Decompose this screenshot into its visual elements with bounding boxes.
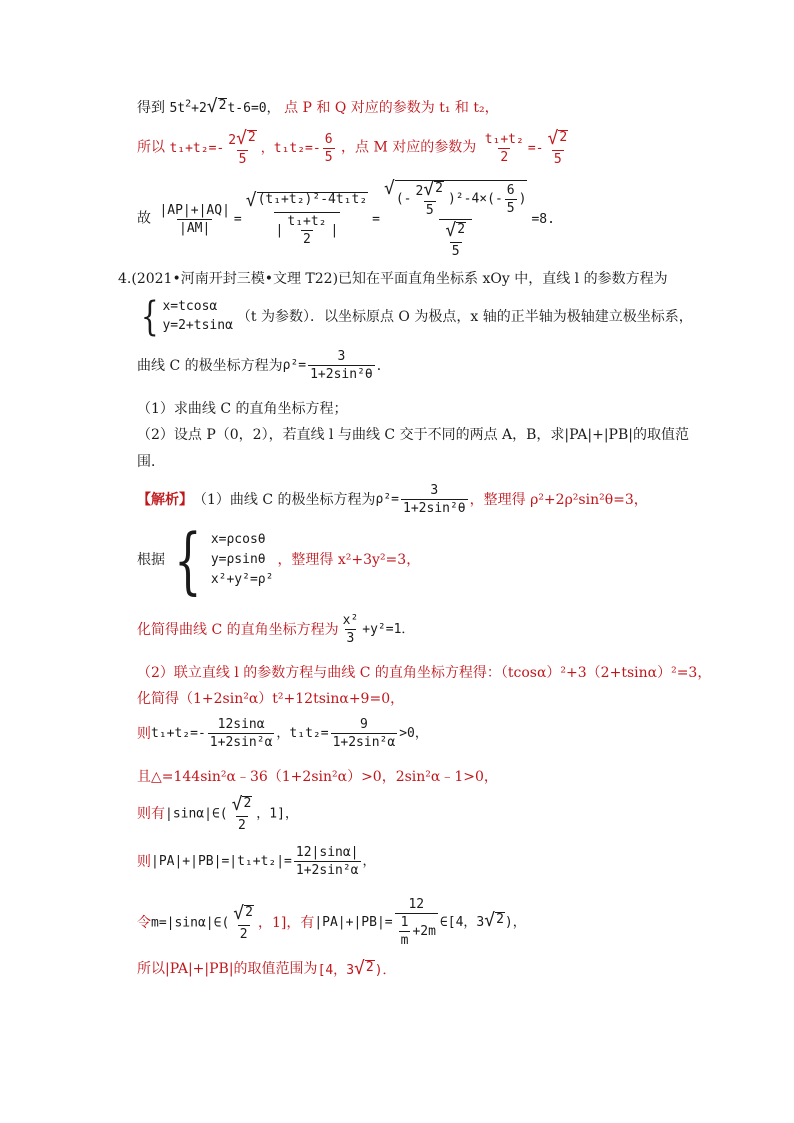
fraction bbox=[208, 718, 275, 749]
solution-line-3 bbox=[137, 180, 555, 258]
problem-number: 4. bbox=[118, 271, 132, 287]
problem-source: (2021•河南开封三模•文理 T22) bbox=[131, 271, 339, 287]
solution-line-s4: （2）联立直线 l 的参数方程与曲线 C 的直角坐标方程得：（tcosα）²+3（2+tsinα）²=3， bbox=[137, 665, 712, 681]
param-note: （t 为参数）．以坐标原点 O 为极点，x 轴的正半轴为极轴建立极坐标系， bbox=[236, 309, 693, 325]
equation-part: m=|sinα|∈( bbox=[151, 915, 230, 930]
superscript: 2 bbox=[185, 98, 192, 110]
radicand: 2 bbox=[456, 222, 466, 240]
radicand: 2 bbox=[247, 130, 257, 148]
equation-part: =- bbox=[527, 140, 544, 156]
denominator: 2 bbox=[303, 232, 311, 247]
equation-part: ， bbox=[362, 854, 376, 869]
text: ． bbox=[376, 357, 391, 374]
solution-line-s6 bbox=[137, 718, 428, 749]
sqrt: √ 2 bbox=[206, 96, 227, 117]
numerator: 3 bbox=[430, 483, 439, 498]
equation-part: ρ²= bbox=[375, 492, 400, 507]
fraction bbox=[395, 898, 438, 947]
equation-part: +2m bbox=[412, 924, 436, 939]
fraction: 2 √ 2 5 bbox=[228, 128, 256, 167]
parametric-equation bbox=[137, 294, 693, 340]
abs-bar: | bbox=[275, 223, 284, 238]
problem-header bbox=[118, 272, 668, 286]
fraction bbox=[323, 133, 335, 164]
fraction bbox=[294, 846, 361, 877]
solution-line-s7: 且△=144sin²α﹣36（1+2sin²α）>0，2sin²α﹣1>0， bbox=[137, 769, 498, 785]
numerator: x² bbox=[342, 613, 359, 628]
equation-part: ，1]， bbox=[256, 806, 298, 822]
param-x: x=tcosα bbox=[162, 299, 218, 315]
fraction: √ (- 2 √ 2 5 )²-4×(- $\frac{6}{5}$ ) √ 2 5 bbox=[383, 178, 527, 259]
text: 故 bbox=[137, 210, 151, 227]
red-text: 则有 bbox=[137, 806, 165, 822]
left-brace: { bbox=[140, 294, 159, 340]
equation-part: +y²=1． bbox=[362, 622, 415, 637]
part: (- bbox=[395, 191, 412, 207]
red-text: 令 bbox=[137, 914, 151, 931]
numerator: t₁+t₂ bbox=[287, 214, 327, 229]
denominator: 1+2sin²α bbox=[332, 735, 396, 750]
red-text: ，1]，有 bbox=[257, 914, 315, 931]
radicand: (t₁+t₂)²-4t₁t₂ bbox=[257, 192, 369, 210]
equation-part: |sinα|∈( bbox=[165, 806, 228, 822]
denominator: 5 bbox=[451, 244, 460, 259]
equation-part: |PA|+|PB|=|t₁+t₂|= bbox=[151, 854, 292, 869]
radicand: 2 bbox=[365, 960, 375, 978]
equation-part: =8. bbox=[531, 211, 555, 227]
red-text: 化简得曲线 C 的直角坐标方程为 bbox=[137, 621, 339, 638]
fraction bbox=[331, 718, 398, 749]
denominator: 1+2sin²θ bbox=[310, 367, 373, 382]
solution-line-s8 bbox=[137, 796, 298, 832]
radicand: 2 bbox=[244, 905, 254, 923]
equation-part: t₁+t₂=- bbox=[169, 140, 225, 156]
red-text: 点 P 和 Q 对应的参数为 t₁ 和 t₂， bbox=[284, 100, 499, 116]
denominator: 5 bbox=[553, 152, 562, 167]
question-1: （1）求曲线 C 的直角坐标方程； bbox=[137, 401, 348, 417]
numerator: 12 bbox=[408, 897, 425, 912]
solution-line-s2 bbox=[137, 518, 421, 602]
numerator: 6 bbox=[324, 131, 333, 147]
radicand: 2 bbox=[558, 130, 568, 148]
denominator: 2 bbox=[238, 818, 246, 833]
equation-part: 5t bbox=[169, 101, 186, 116]
radicand: 2 bbox=[434, 181, 444, 199]
red-text: 所以|PA|+|PB|的取值范围为 bbox=[137, 961, 318, 977]
solution-line-s3 bbox=[137, 614, 414, 645]
denominator: |AM| bbox=[179, 220, 211, 236]
fraction: √ 2 5 bbox=[547, 128, 568, 167]
solution-line-s1 bbox=[137, 484, 648, 515]
red-text: ，整理得 ρ²+2ρ²sin²θ=3， bbox=[469, 491, 648, 508]
fraction bbox=[157, 204, 231, 235]
denominator: 1+2sin²α bbox=[209, 735, 273, 750]
equation-part: |PA|+|PB|= bbox=[314, 915, 393, 930]
red-text: 则 bbox=[137, 853, 151, 870]
equation-part: )． bbox=[374, 963, 396, 978]
text: （1）曲线 C 的极坐标方程为 bbox=[193, 491, 376, 508]
solution-line-s5: 化简得（1+2sin²α）t²+12tsinα+9=0， bbox=[137, 691, 405, 707]
solution-line-1 bbox=[137, 98, 499, 116]
equation-part: ρ²= bbox=[282, 358, 307, 373]
denominator: 2 bbox=[239, 926, 248, 942]
question-2: （2）设点 P（0，2），若直线 l 与曲线 C 交于不同的两点 A，B，求|PA|+|PB|的取值范 bbox=[137, 427, 689, 443]
solution-line-s10: 令 m=|sinα|∈( √ 2 2 ，1]，有 |PA|+|PB|= 12 $\frac{1}{m}$ +2m ∈[4，3 √ 2 )， bbox=[137, 897, 526, 948]
numerator: |AP|+|AQ| bbox=[159, 202, 230, 218]
numerator: 12sinα bbox=[217, 717, 265, 732]
numerator: 9 bbox=[359, 717, 368, 732]
equation-part: = bbox=[372, 211, 380, 227]
numerator: t₁+t₂ bbox=[484, 131, 524, 147]
equation-part: >0， bbox=[399, 726, 428, 741]
denominator: 3 bbox=[346, 631, 355, 646]
red-text: ，点 M 对应的参数为 bbox=[341, 139, 477, 156]
equation-part: t₁+t₂=- bbox=[151, 726, 206, 741]
numerator: 12|sinα| bbox=[295, 845, 359, 860]
question-2-cont: 围． bbox=[137, 454, 165, 470]
solution-line-s9 bbox=[137, 846, 376, 877]
red-text: ，整理得 x²+3y²=3， bbox=[277, 552, 421, 568]
solution-line-2 bbox=[137, 130, 572, 166]
fraction bbox=[483, 133, 526, 164]
fraction bbox=[401, 484, 468, 515]
denominator: 2 bbox=[500, 149, 509, 165]
fraction bbox=[341, 614, 361, 645]
radicand: 2 bbox=[242, 796, 252, 814]
numerator: 1 bbox=[400, 915, 409, 930]
numerator: 2 bbox=[415, 184, 424, 199]
denominator: 1+2sin²α bbox=[295, 863, 359, 878]
curve-equation bbox=[137, 350, 391, 381]
equation-part: ，t₁t₂=- bbox=[260, 140, 321, 156]
red-text: 则 bbox=[137, 725, 151, 742]
denominator: 5 bbox=[238, 152, 247, 167]
text: 根据 bbox=[137, 552, 165, 568]
system-row: x²+y²=ρ² bbox=[210, 572, 274, 588]
system-row: y=ρsinθ bbox=[210, 551, 266, 567]
equation-part: t-6=0， bbox=[227, 101, 280, 116]
text: 得到 bbox=[137, 100, 165, 116]
equation-part: )， bbox=[504, 915, 526, 930]
numerator: 6 bbox=[506, 182, 515, 198]
red-text: 所以 bbox=[137, 139, 165, 156]
fraction: √ (t₁+t₂)²-4t₁t₂ | $\frac{\text{t₁+t₂}}{2}$ | bbox=[245, 190, 368, 247]
fraction: √ 2 2 bbox=[233, 902, 253, 942]
fraction: √ 2 2 bbox=[231, 794, 252, 833]
equation-part: ，t₁t₂= bbox=[276, 726, 329, 741]
text: 曲线 C 的极坐标方程为 bbox=[137, 357, 283, 374]
param-y: y=2+tsinα bbox=[162, 318, 233, 333]
part: ) bbox=[518, 191, 527, 207]
denominator: 5 bbox=[324, 149, 333, 165]
denominator: 5 bbox=[506, 200, 515, 216]
equation-part: +2 bbox=[191, 101, 207, 116]
denominator: 1+2sin²θ bbox=[403, 501, 466, 516]
radicand: 2 bbox=[218, 98, 228, 116]
denominator: 5 bbox=[425, 203, 434, 218]
left-brace: { bbox=[174, 518, 202, 602]
solution-line-s11: 所以|PA|+|PB|的取值范围为 [4，3 √ 2 )． bbox=[137, 958, 396, 979]
equation-part: ∈[4，3 bbox=[439, 915, 485, 930]
equation-part: = bbox=[233, 211, 242, 227]
numerator: 3 bbox=[337, 349, 346, 364]
part: )²-4×(- bbox=[447, 191, 503, 207]
abs-bar: | bbox=[330, 223, 339, 238]
fraction bbox=[308, 350, 375, 381]
radicand: 2 bbox=[495, 912, 505, 930]
numerator: 2 bbox=[228, 133, 237, 148]
problem-stem: 已知在平面直角坐标系 xOy 中，直线 l 的参数方程为 bbox=[338, 271, 668, 287]
equation-part: [4，3 bbox=[317, 963, 355, 978]
system-row: x=ρcosθ bbox=[210, 531, 266, 547]
denominator: m bbox=[400, 933, 409, 948]
analysis-tag: 【解析】 bbox=[137, 491, 193, 508]
